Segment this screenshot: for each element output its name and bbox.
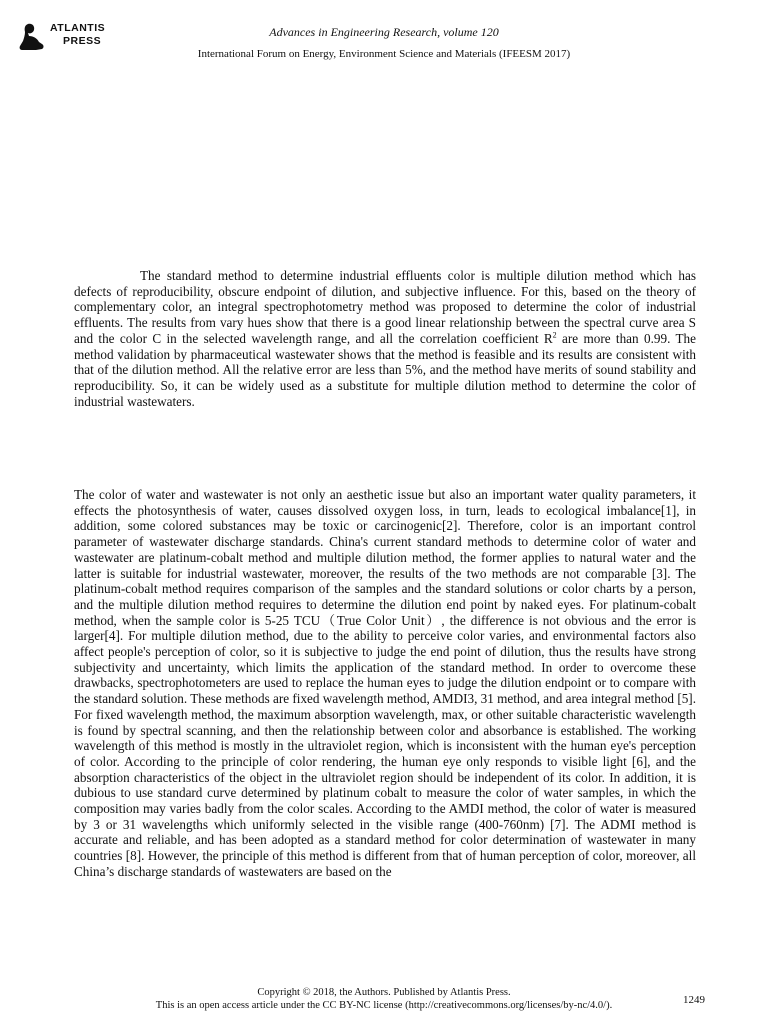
copyright-notice: Copyright © 2018, the Authors. Published by Atlantis Press. <box>257 987 511 998</box>
license-notice: This is an open access article under the CC BY-NC license (http://creativecommons.org/licenses/by-nc/4.0/). <box>155 1000 613 1011</box>
conference-header: International Forum on Energy, Environment Science and Materials (IFEESM 2017) <box>197 48 571 60</box>
logo-line2: PRESS <box>63 35 102 47</box>
page-number: 1249 <box>683 994 705 1006</box>
journal-header: Advances in Engineering Research, volume 120 <box>269 25 499 39</box>
abstract-paragraph <box>74 268 696 409</box>
page-footer <box>0 986 768 1012</box>
introduction-paragraph: The color of water and wastewater is not only an aesthetic issue but also an important water quality parameters, it effects the photosynthesis of water, causes dissolved oxygen loss, in turn, leads to ecological imbalance[1], in addition, some colored substances may be toxic or carcinogenic[2]. Therefore, color is an important control parameter of wastewater discharge standards. China's current standard methods to determine color of water and wastewater are platinum-cobalt method and multiple dilution method, the former applies to natural water and the latter is suitable for industrial wastewater, moreover, the results of the two methods are not comparable [3]. The platinum-cobalt method requires comparison of the samples and the standard solutions or color charts by a person, and the multiple dilution method requires to determine the dilution end point by naked eyes. For platinum-cobalt method, when the sample color is 5-25 TCU（True Color Unit）, the difference is not obvious and the error is larger[4]. For multiple dilution method, due to the ability to perceive color varies, and environmental factors also affect people's perception of color, so it is subjective to judge the end point of dilution, thus the results have strong subjectivity and uncertainty, which limits the application of the standard method. In order to overcome these drawbacks, spectrophotometers are used to replace the human eyes to judge the dilution endpoint or to compare with the standard solution. These methods are fixed wavelength method, AMDI3, 31 method, and area integral method [5]. For fixed wavelength method, the maximum absorption wavelength, max, or other suitable characteristic wavelength is found by spectral scanning, and then the relationship between color and absorbance is established. The working wavelength of this method is mostly in the ultraviolet region, which is inconsistent with the human eye's perception of color. According to the principle of color rendering, the human eye only responds to visible light [6], and the absorption characteristics of the object in the ultraviolet region should be independent of its color. In addition, it is dubious to use standard curve determined by platinum cobalt to measure the color of water samples, in which the composition may varies badly from the color scales. According to the AMDI method, the color of water is measured by 3 or 31 wavelengths which uniformly selected in the visible range (400-760nm) [7]. The ADMI method is accurate and reliable, and has been adopted as a standard method for color determination of wastewater in many countries [8]. However, the principle of this method is different from that of human perception of color, moreover, all China’s discharge standards of wastewaters are based on the <box>74 487 696 879</box>
abstract-text-part2: are more than 0.99. The method validation by pharmaceutical wastewater shows that the method is feasible and its results are consistent with that of the dilution method. All the relative error are less than 5%, and the method have merits of sound stability and reproducibility. So, it can be widely used as a substitute for multiple dilution method to determine the color of industrial wastewaters. <box>74 330 696 409</box>
abstract-text-part1: The standard method to determine industrial effluents color is multiple dilution method which has defects of reproducibility, obscure endpoint of dilution, and subjective influence. For this, based on the theory of complementary color, an integral spectrophotometry method was proposed to determine the color of industrial effluents. The results from vary hues show that there is a good linear relationship between the spectral curve area S and the color C in the selected wavelength range, and all the correlation coefficient R <box>74 268 696 346</box>
abstract-superscript: 2 <box>552 330 557 340</box>
logo-line1: ATLANTIS <box>50 22 106 34</box>
